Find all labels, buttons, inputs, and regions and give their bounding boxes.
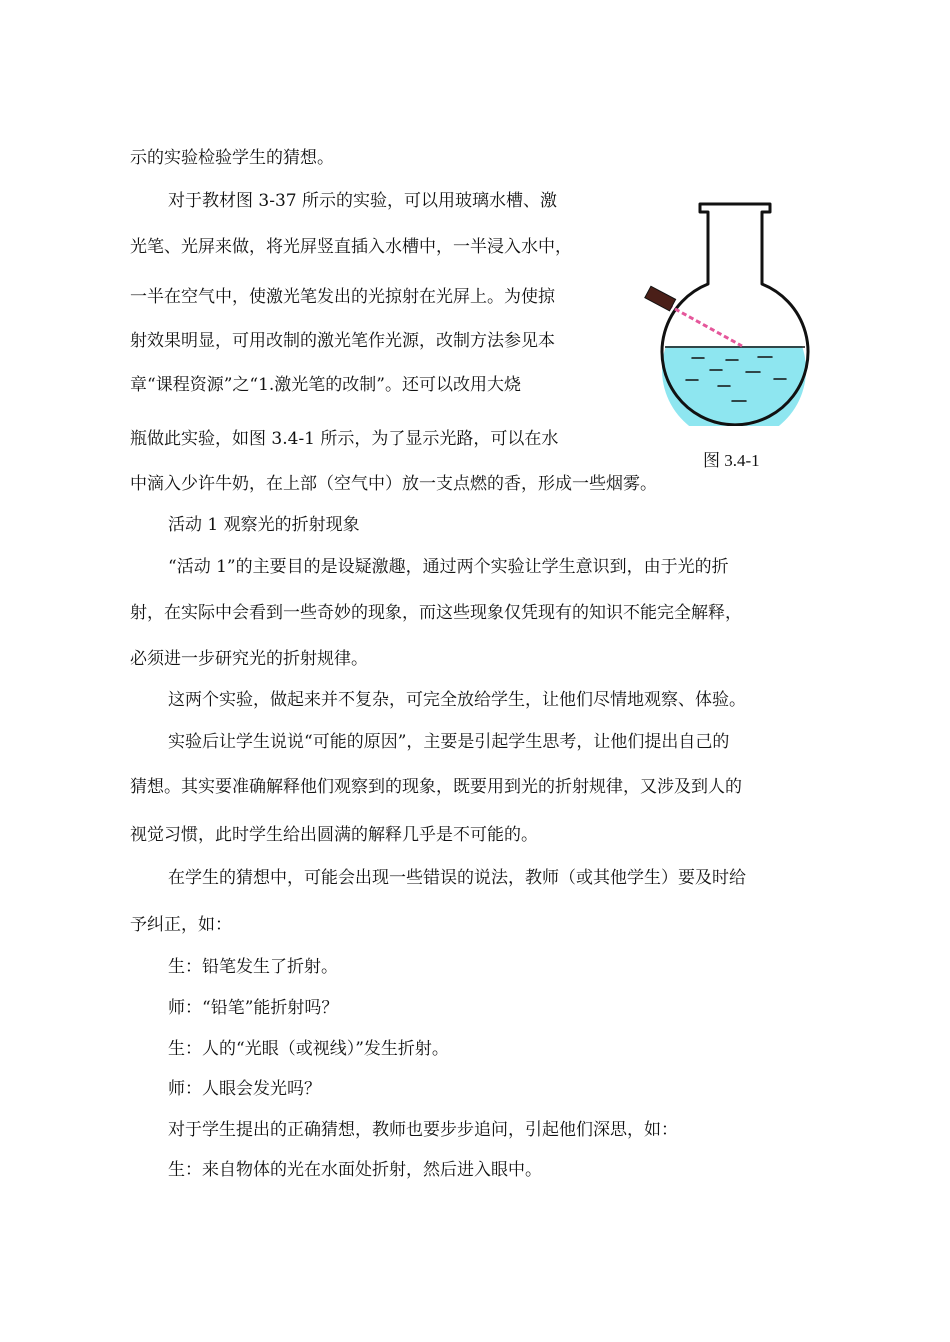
text-line-18: 予纠正，如： bbox=[130, 915, 232, 935]
dialogue-line-3: 生：人的“光眼（或视线）”发生折射。 bbox=[168, 1039, 449, 1059]
figure-caption: 图 3.4-1 bbox=[703, 451, 760, 470]
text-line-1: 示的实验检验学生的猜想。 bbox=[130, 148, 334, 168]
laser-beam bbox=[668, 305, 742, 346]
text-line-2: 对于教材图 3-37 所示的实验，可以用玻璃水槽、激 bbox=[168, 191, 557, 211]
flask-water bbox=[662, 346, 806, 426]
dialogue-line-2: 师：“铅笔”能折射吗？ bbox=[168, 998, 339, 1018]
text-line-6: 章“课程资源”之“1.激光笔的改制”。还可以改用大烧 bbox=[130, 375, 521, 395]
text-line-8: 中滴入少许牛奶，在上部（空气中）放一支点燃的香，形成一些烟雾。 bbox=[130, 474, 657, 494]
text-line-11: 射，在实际中会看到一些奇妙的现象，而这些现象仅凭现有的知识不能完全解释， bbox=[130, 603, 742, 623]
text-line-23: 对于学生提出的正确猜想，教师也要步步追问，引起他们深思，如： bbox=[168, 1120, 678, 1140]
text-line-12: 必须进一步研究光的折射规律。 bbox=[130, 649, 368, 669]
dialogue-line-4: 师：人眼会发光吗？ bbox=[168, 1079, 321, 1099]
dialogue-line-5: 生：来自物体的光在水面处折射，然后进入眼中。 bbox=[168, 1160, 542, 1180]
text-line-15: 猜想。其实要准确解释他们观察到的现象，既要用到光的折射规律，又涉及到人的 bbox=[130, 777, 742, 797]
flask-figure bbox=[640, 196, 830, 426]
text-line-13: 这两个实验，做起来并不复杂，可完全放给学生，让他们尽情地观察、体验。 bbox=[168, 690, 746, 710]
text-line-16: 视觉习惯，此时学生给出圆满的解释几乎是不可能的。 bbox=[130, 825, 538, 845]
text-line-5: 射效果明显，可用改制的激光笔作光源，改制方法参见本 bbox=[130, 331, 555, 351]
text-line-3: 光笔、光屏来做，将光屏竖直插入水槽中，一半浸入水中， bbox=[130, 237, 572, 257]
text-line-14: 实验后让学生说说“可能的原因”，主要是引起学生思考，让他们提出自己的 bbox=[168, 732, 730, 752]
text-line-4: 一半在空气中，使激光笔发出的光掠射在光屏上。为使掠 bbox=[130, 287, 555, 307]
text-line-7: 瓶做此实验，如图 3.4-1 所示，为了显示光路，可以在水 bbox=[130, 429, 559, 449]
laser-pen-icon bbox=[645, 286, 676, 311]
text-line-10: “活动 1”的主要目的是设疑激趣，通过两个实验让学生意识到，由于光的折 bbox=[168, 557, 729, 577]
dialogue-line-1: 生：铅笔发生了折射。 bbox=[168, 957, 338, 977]
text-line-17: 在学生的猜想中，可能会出现一些错误的说法，教师（或其他学生）要及时给 bbox=[168, 868, 746, 888]
section-heading: 活动 1 观察光的折射现象 bbox=[168, 515, 360, 535]
